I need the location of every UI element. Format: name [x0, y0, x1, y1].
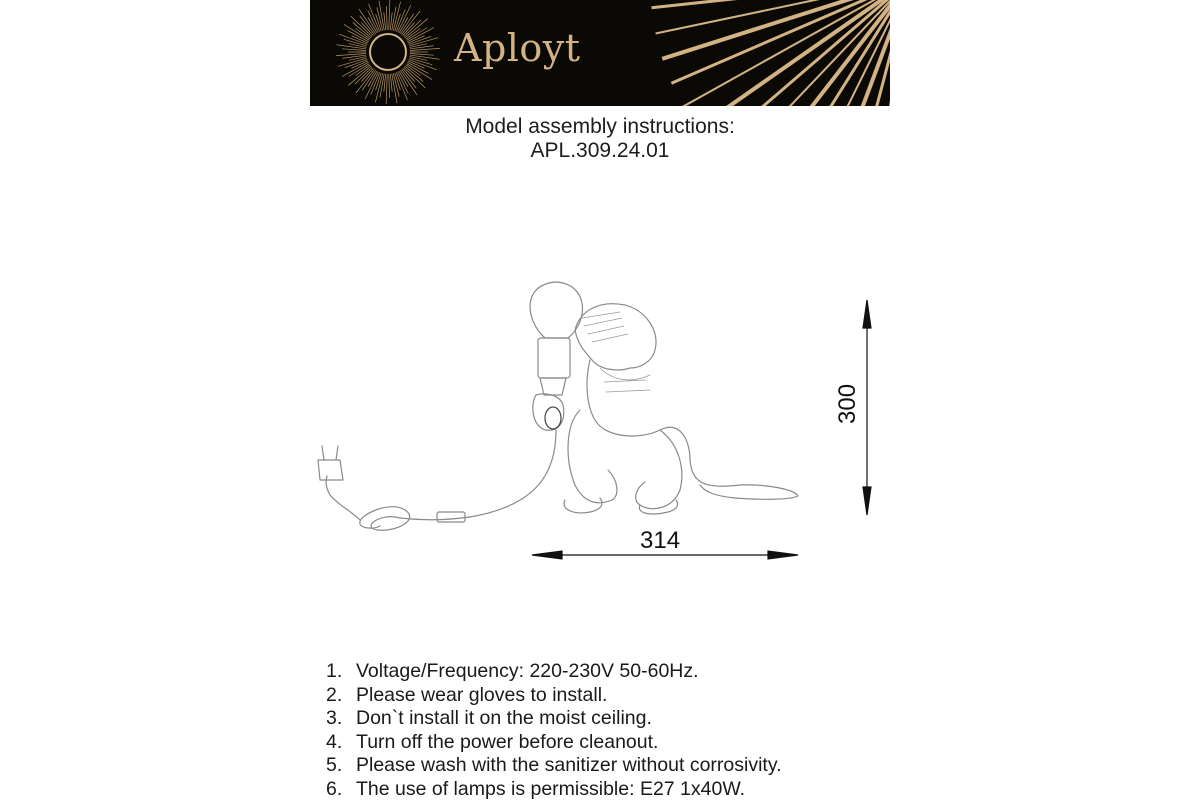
- brand-logo: Aployt: [454, 26, 581, 70]
- instruction-item: 4. Turn off the power before cleanout.: [326, 730, 659, 753]
- power-cable: [400, 430, 556, 520]
- document-title: Model assembly instructions:: [465, 115, 735, 138]
- monkey-body: [587, 360, 798, 499]
- height-dimension-label: 300: [834, 383, 861, 424]
- instruction-item: 3. Don`t install it on the moist ceiling.: [326, 707, 652, 730]
- instruction-list: [326, 660, 782, 802]
- model-code: APL.309.24.01: [530, 139, 670, 162]
- lamp-socket: [538, 338, 570, 378]
- inline-switch: [437, 512, 465, 522]
- instruction-item: 1. Voltage/Frequency: 220-230V 50-60Hz.: [326, 660, 699, 682]
- width-dimension-label: 314: [640, 527, 681, 554]
- instruction-item: 6. The use of lamps is permissible: E27 1x40W.: [326, 777, 746, 800]
- power-plug: [318, 460, 343, 480]
- instruction-item: 5. Please wash with the sanitizer without corrosivity.: [326, 754, 782, 777]
- instruction-item: 2. Please wear gloves to install.: [326, 683, 608, 706]
